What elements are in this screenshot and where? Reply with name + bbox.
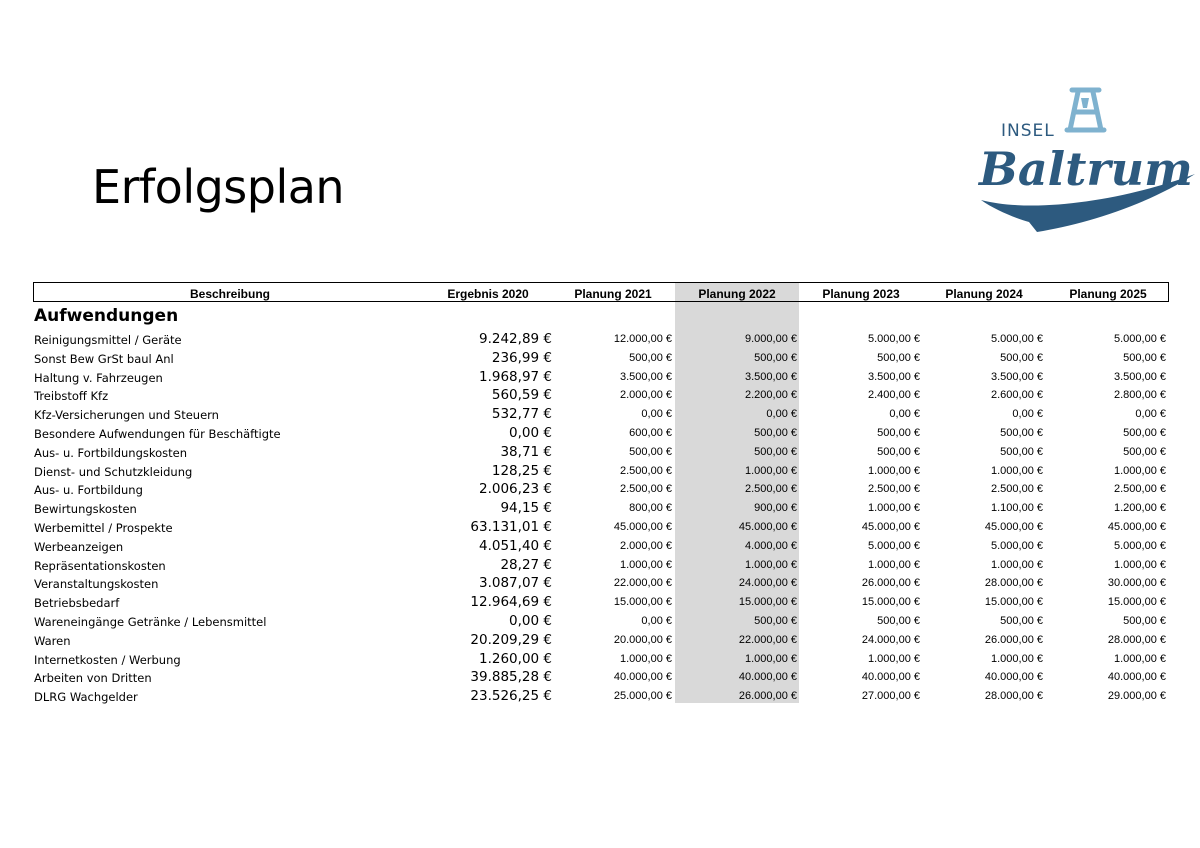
row-planung-2022: 3.500,00 € (745, 370, 797, 383)
row-label: Arbeiten von Dritten (34, 671, 152, 686)
row-planung-2022: 9.000,00 € (745, 333, 797, 345)
table-row (33, 462, 1169, 480)
row-planung-2022: 0,00 € (766, 408, 797, 421)
row-planung-2023: 45.000,00 € (861, 521, 920, 533)
row-planung-2021: 500,00 € (629, 351, 672, 364)
row-label: DLRG Wachgelder (34, 690, 138, 705)
row-planung-2023: 5.000,00 € (868, 333, 920, 345)
row-label: Werbeanzeigen (34, 539, 124, 554)
page-title: Erfolgsplan (92, 160, 345, 214)
row-planung-2025: 500,00 € (1123, 427, 1166, 439)
row-ergebnis-2020: 39.885,28 € (470, 669, 552, 686)
row-ergebnis-2020: 236,99 € (491, 349, 552, 366)
row-planung-2021: 20.000,00 € (613, 633, 672, 646)
row-planung-2021: 45.000,00 € (613, 521, 672, 533)
header-planung-2021: Planung 2021 (574, 287, 652, 301)
row-planung-2023: 500,00 € (877, 445, 920, 458)
row-ergebnis-2020: 4.051,40 € (479, 537, 552, 554)
row-ergebnis-2020: 38,71 € (500, 443, 552, 460)
row-planung-2025: 500,00 € (1123, 615, 1166, 627)
row-ergebnis-2020: 28,27 € (500, 556, 552, 573)
row-ergebnis-2020: 560,59 € (491, 387, 552, 404)
row-planung-2021: 12.000,00 € (613, 333, 672, 345)
row-label: Haltung v. Fahrzeugen (34, 370, 163, 385)
row-planung-2025: 2.800,00 € (1114, 389, 1166, 402)
row-label: Besondere Aufwendungen für Beschäftigte (34, 427, 281, 441)
table-row (33, 593, 1169, 611)
table-row (33, 687, 1169, 705)
row-planung-2022: 1.000,00 € (745, 652, 797, 665)
row-planung-2021: 15.000,00 € (613, 596, 672, 609)
logo-big-text: Baltrum (979, 142, 1193, 196)
row-planung-2022: 900,00 € (754, 502, 797, 515)
row-planung-2023: 500,00 € (877, 615, 920, 627)
table-row (33, 612, 1169, 630)
row-label: Aus- u. Fortbildungskosten (34, 445, 188, 460)
row-ergebnis-2020: 63.131,01 € (470, 519, 552, 535)
row-ergebnis-2020: 3.087,07 € (479, 575, 552, 592)
row-label: Kfz-Versicherungen und Steuern (34, 408, 219, 423)
row-planung-2023: 1.000,00 € (868, 652, 920, 665)
row-planung-2022: 500,00 € (754, 445, 797, 458)
row-planung-2024: 28.000,00 € (984, 577, 1043, 590)
row-planung-2022: 45.000,00 € (738, 521, 797, 533)
row-planung-2021: 2.500,00 € (620, 464, 672, 477)
row-planung-2025: 28.000,00 € (1107, 633, 1166, 646)
section-aufwendungen: Aufwendungen (34, 306, 179, 326)
row-planung-2023: 5.000,00 € (868, 539, 920, 552)
row-planung-2024: 500,00 € (1000, 427, 1043, 439)
row-planung-2022: 26.000,00 € (738, 690, 797, 703)
insel-baltrum-logo (975, 82, 1200, 242)
row-planung-2024: 45.000,00 € (984, 521, 1043, 533)
row-planung-2022: 40.000,00 € (738, 671, 797, 684)
row-planung-2023: 26.000,00 € (861, 577, 920, 590)
row-planung-2024: 28.000,00 € (984, 690, 1043, 703)
row-planung-2025: 1.000,00 € (1114, 558, 1166, 571)
row-planung-2024: 26.000,00 € (984, 633, 1043, 646)
table-row (33, 668, 1169, 686)
row-planung-2023: 40.000,00 € (861, 671, 920, 684)
row-planung-2022: 1.000,00 € (745, 558, 797, 571)
row-planung-2025: 1.000,00 € (1114, 464, 1166, 477)
row-planung-2023: 2.400,00 € (868, 389, 920, 402)
row-planung-2022: 15.000,00 € (738, 596, 797, 609)
row-planung-2024: 1.000,00 € (991, 652, 1043, 665)
row-planung-2021: 40.000,00 € (613, 671, 672, 684)
row-planung-2025: 29.000,00 € (1107, 690, 1166, 703)
row-planung-2022: 500,00 € (754, 351, 797, 364)
row-label: Reinigungsmittel / Geräte (34, 333, 182, 347)
row-planung-2021: 500,00 € (629, 445, 672, 458)
row-planung-2021: 2.500,00 € (620, 483, 672, 496)
row-planung-2024: 1.100,00 € (991, 502, 1043, 515)
row-planung-2021: 3.500,00 € (620, 370, 672, 383)
table-row (33, 386, 1169, 404)
row-ergebnis-2020: 532,77 € (491, 406, 552, 423)
header-beschreibung: Beschreibung (189, 287, 270, 301)
table-row (33, 424, 1169, 442)
row-label: Bewirtungskosten (34, 502, 137, 517)
row-planung-2023: 1.000,00 € (868, 502, 920, 515)
row-planung-2025: 3.500,00 € (1114, 370, 1166, 383)
row-planung-2024: 5.000,00 € (991, 333, 1043, 345)
row-planung-2022: 22.000,00 € (738, 633, 797, 646)
table-row (33, 518, 1169, 536)
row-ergebnis-2020: 2.006,23 € (479, 481, 552, 498)
row-planung-2024: 1.000,00 € (991, 558, 1043, 571)
row-planung-2023: 27.000,00 € (861, 690, 920, 703)
row-ergebnis-2020: 94,15 € (500, 500, 552, 517)
row-planung-2024: 5.000,00 € (991, 539, 1043, 552)
row-planung-2023: 2.500,00 € (868, 483, 920, 496)
table-row (33, 537, 1169, 555)
row-label: Repräsentationskosten (34, 558, 166, 573)
row-planung-2023: 1.000,00 € (868, 558, 920, 571)
row-planung-2025: 40.000,00 € (1107, 671, 1166, 684)
row-planung-2022: 500,00 € (754, 427, 797, 439)
header-planung-2025: Planung 2025 (1069, 287, 1147, 301)
row-planung-2024: 3.500,00 € (991, 370, 1043, 383)
table-row (33, 480, 1169, 498)
row-planung-2025: 1.200,00 € (1114, 502, 1166, 515)
row-planung-2025: 1.000,00 € (1114, 652, 1166, 665)
row-planung-2024: 2.600,00 € (991, 389, 1043, 402)
row-label: Internetkosten / Werbung (34, 652, 181, 667)
row-planung-2025: 45.000,00 € (1107, 521, 1166, 533)
row-planung-2022: 24.000,00 € (738, 577, 797, 590)
row-planung-2022: 1.000,00 € (745, 464, 797, 477)
row-planung-2024: 40.000,00 € (984, 671, 1043, 684)
row-planung-2025: 5.000,00 € (1114, 333, 1166, 345)
row-planung-2024: 2.500,00 € (991, 483, 1043, 496)
row-planung-2023: 3.500,00 € (868, 370, 920, 383)
table-row (33, 405, 1169, 423)
row-planung-2021: 600,00 € (629, 427, 672, 439)
row-ergebnis-2020: 1.260,00 € (479, 650, 552, 667)
row-planung-2023: 1.000,00 € (868, 464, 920, 477)
row-label: Veranstaltungskosten (34, 577, 159, 592)
row-planung-2025: 500,00 € (1123, 351, 1166, 364)
row-planung-2023: 500,00 € (877, 351, 920, 364)
row-ergebnis-2020: 1.968,97 € (479, 368, 552, 385)
row-planung-2025: 2.500,00 € (1114, 483, 1166, 496)
row-planung-2025: 30.000,00 € (1107, 577, 1166, 590)
row-planung-2021: 0,00 € (641, 408, 672, 421)
row-planung-2021: 2.000,00 € (620, 389, 672, 402)
row-label: Dienst- und Schutzkleidung (34, 464, 193, 479)
row-planung-2025: 500,00 € (1123, 445, 1166, 458)
row-label: Werbemittel / Prospekte (34, 521, 173, 535)
row-planung-2021: 1.000,00 € (620, 558, 672, 571)
row-ergebnis-2020: 12.964,69 € (470, 594, 552, 611)
row-planung-2021: 25.000,00 € (613, 690, 672, 703)
table-row (33, 574, 1169, 592)
row-planung-2022: 2.200,00 € (745, 389, 797, 402)
row-planung-2022: 2.500,00 € (745, 483, 797, 496)
row-planung-2024: 500,00 € (1000, 351, 1043, 364)
table-row (33, 443, 1169, 461)
table-row (33, 349, 1169, 367)
row-planung-2025: 5.000,00 € (1114, 539, 1166, 552)
row-ergebnis-2020: 9.242,89 € (479, 331, 552, 347)
beacon-tower-icon (1067, 90, 1104, 130)
row-planung-2024: 500,00 € (1000, 445, 1043, 458)
row-planung-2024: 1.000,00 € (991, 464, 1043, 477)
row-planung-2021: 22.000,00 € (613, 577, 672, 590)
header-planung-2024: Planung 2024 (945, 287, 1023, 301)
row-planung-2024: 500,00 € (1000, 615, 1043, 627)
row-planung-2022: 4.000,00 € (745, 539, 797, 552)
row-planung-2023: 500,00 € (877, 427, 920, 439)
header-ergebnis-2020: Ergebnis 2020 (447, 287, 529, 301)
row-label: Wareneingänge Getränke / Lebensmittel (34, 615, 267, 629)
row-label: Treibstoff Kfz (34, 389, 109, 404)
logo-small-text: INSEL (1001, 121, 1055, 141)
table-row (33, 330, 1169, 348)
row-planung-2025: 15.000,00 € (1107, 596, 1166, 609)
row-planung-2024: 0,00 € (1012, 408, 1043, 421)
row-planung-2025: 0,00 € (1135, 408, 1166, 421)
header-planung-2023: Planung 2023 (822, 287, 900, 301)
table-row (33, 556, 1169, 574)
row-label: Aus- u. Fortbildung (34, 483, 143, 498)
row-planung-2021: 2.000,00 € (620, 539, 672, 552)
row-planung-2021: 0,00 € (641, 615, 672, 627)
row-planung-2023: 0,00 € (889, 408, 920, 421)
row-planung-2021: 800,00 € (629, 502, 672, 515)
table-row (33, 499, 1169, 517)
header-planung-2022: Planung 2022 (698, 287, 776, 301)
table-row (33, 650, 1169, 668)
row-label: Sonst Bew GrSt baul Anl (34, 351, 174, 366)
table-header (33, 282, 1169, 302)
row-planung-2022: 500,00 € (754, 615, 797, 627)
row-planung-2024: 15.000,00 € (984, 596, 1043, 609)
row-ergebnis-2020: 128,25 € (491, 462, 552, 479)
table-row (33, 631, 1169, 649)
row-planung-2023: 24.000,00 € (861, 633, 920, 646)
row-ergebnis-2020: 0,00 € (509, 613, 552, 629)
row-planung-2021: 1.000,00 € (620, 652, 672, 665)
row-ergebnis-2020: 20.209,29 € (470, 631, 552, 648)
row-planung-2023: 15.000,00 € (861, 596, 920, 609)
table-row (33, 368, 1169, 386)
row-label: Betriebsbedarf (34, 596, 120, 611)
row-label: Waren (34, 633, 71, 648)
row-ergebnis-2020: 0,00 € (509, 425, 552, 441)
row-ergebnis-2020: 23.526,25 € (470, 688, 552, 705)
